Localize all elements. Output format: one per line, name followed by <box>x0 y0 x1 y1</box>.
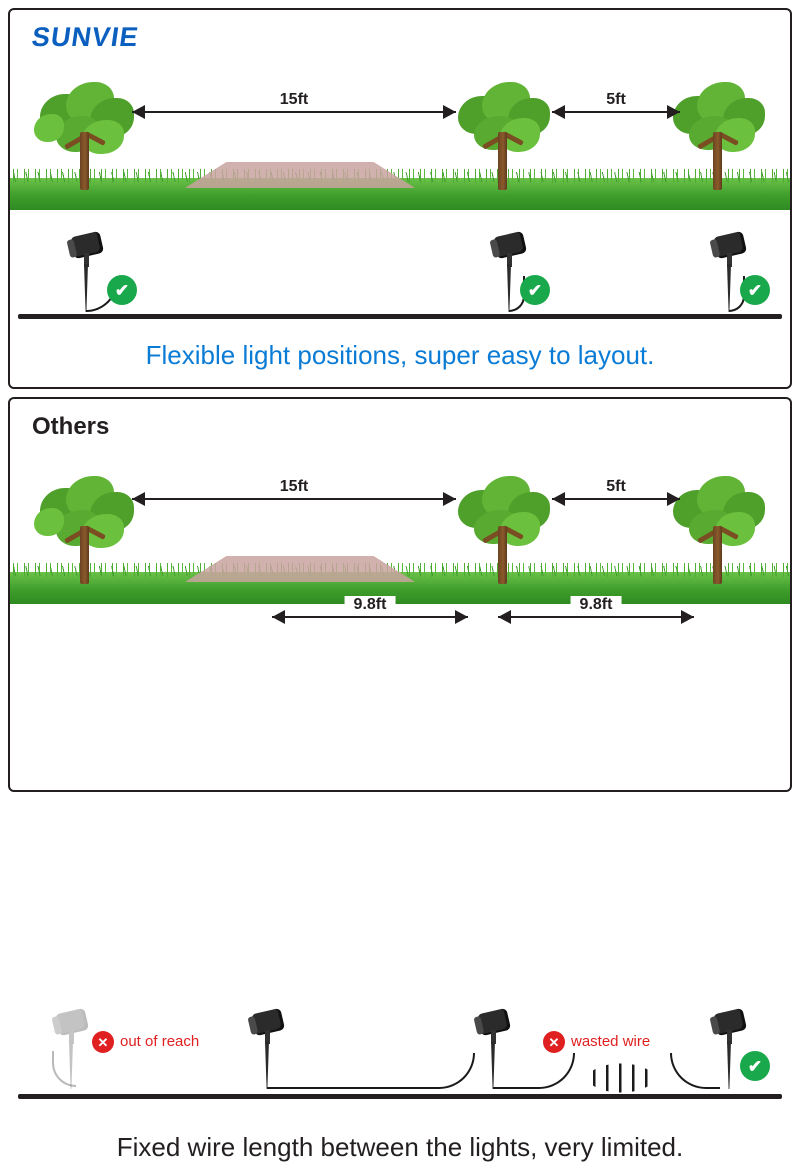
note-wasted-wire: wasted wire <box>571 1033 651 1050</box>
ground-line <box>18 1094 782 1099</box>
panel-title-others: Others <box>32 413 110 440</box>
tree <box>32 80 142 192</box>
dimension-wire-1 <box>272 596 468 625</box>
tree-trunk <box>498 526 507 584</box>
status-badge-ok: ✔ <box>107 275 137 305</box>
coiled-wire <box>575 1061 667 1095</box>
garden-path <box>185 162 415 188</box>
status-badge-ok: ✔ <box>740 275 770 305</box>
tree-trunk <box>713 132 722 190</box>
dimension-15ft <box>132 478 456 507</box>
scene-bottom <box>10 454 790 604</box>
dimension-label: 5ft <box>597 91 635 109</box>
dimension-label: 9.8ft <box>345 596 396 614</box>
status-badge-error: ✕ <box>543 1031 565 1053</box>
status-badge-error: ✕ <box>92 1031 114 1053</box>
lights-row-others <box>10 989 790 1099</box>
tree <box>665 474 775 586</box>
caption-others: Fixed wire length between the lights, very limited. <box>116 1132 684 1162</box>
lights-row-sunvie <box>10 218 790 328</box>
tree-trunk <box>80 526 89 584</box>
dimension-label: 9.8ft <box>571 596 622 614</box>
dimension-5ft <box>552 91 680 120</box>
tree-trunk <box>498 132 507 190</box>
wire <box>267 1053 475 1089</box>
dimension-label: 15ft <box>271 478 317 496</box>
tree <box>32 474 142 586</box>
dimension-5ft <box>552 478 680 507</box>
tree-trunk <box>80 132 89 190</box>
tree <box>450 80 560 192</box>
light-stake <box>727 1041 731 1089</box>
garden-path <box>185 556 415 582</box>
scene-top <box>10 60 790 210</box>
panel-sunvie <box>8 8 792 389</box>
panel-others <box>8 397 792 1162</box>
dimension-wire-2 <box>498 596 694 625</box>
status-badge-ok: ✔ <box>740 1051 770 1081</box>
tree <box>450 474 560 586</box>
note-out-of-reach: out of reach <box>120 1033 200 1050</box>
dimension-label: 5ft <box>597 478 635 496</box>
brand-logo-text: SUNVIE <box>29 22 141 52</box>
ground-line <box>18 314 782 319</box>
status-badge-ok: ✔ <box>520 275 550 305</box>
dimension-15ft <box>132 91 456 120</box>
tree-trunk <box>713 526 722 584</box>
dimension-label: 15ft <box>271 91 317 109</box>
caption-sunvie: Flexible light positions, super easy to layout. <box>145 340 655 370</box>
wire <box>670 1053 720 1089</box>
brand-logo <box>29 22 141 53</box>
tree <box>665 80 775 192</box>
wire <box>493 1053 575 1089</box>
